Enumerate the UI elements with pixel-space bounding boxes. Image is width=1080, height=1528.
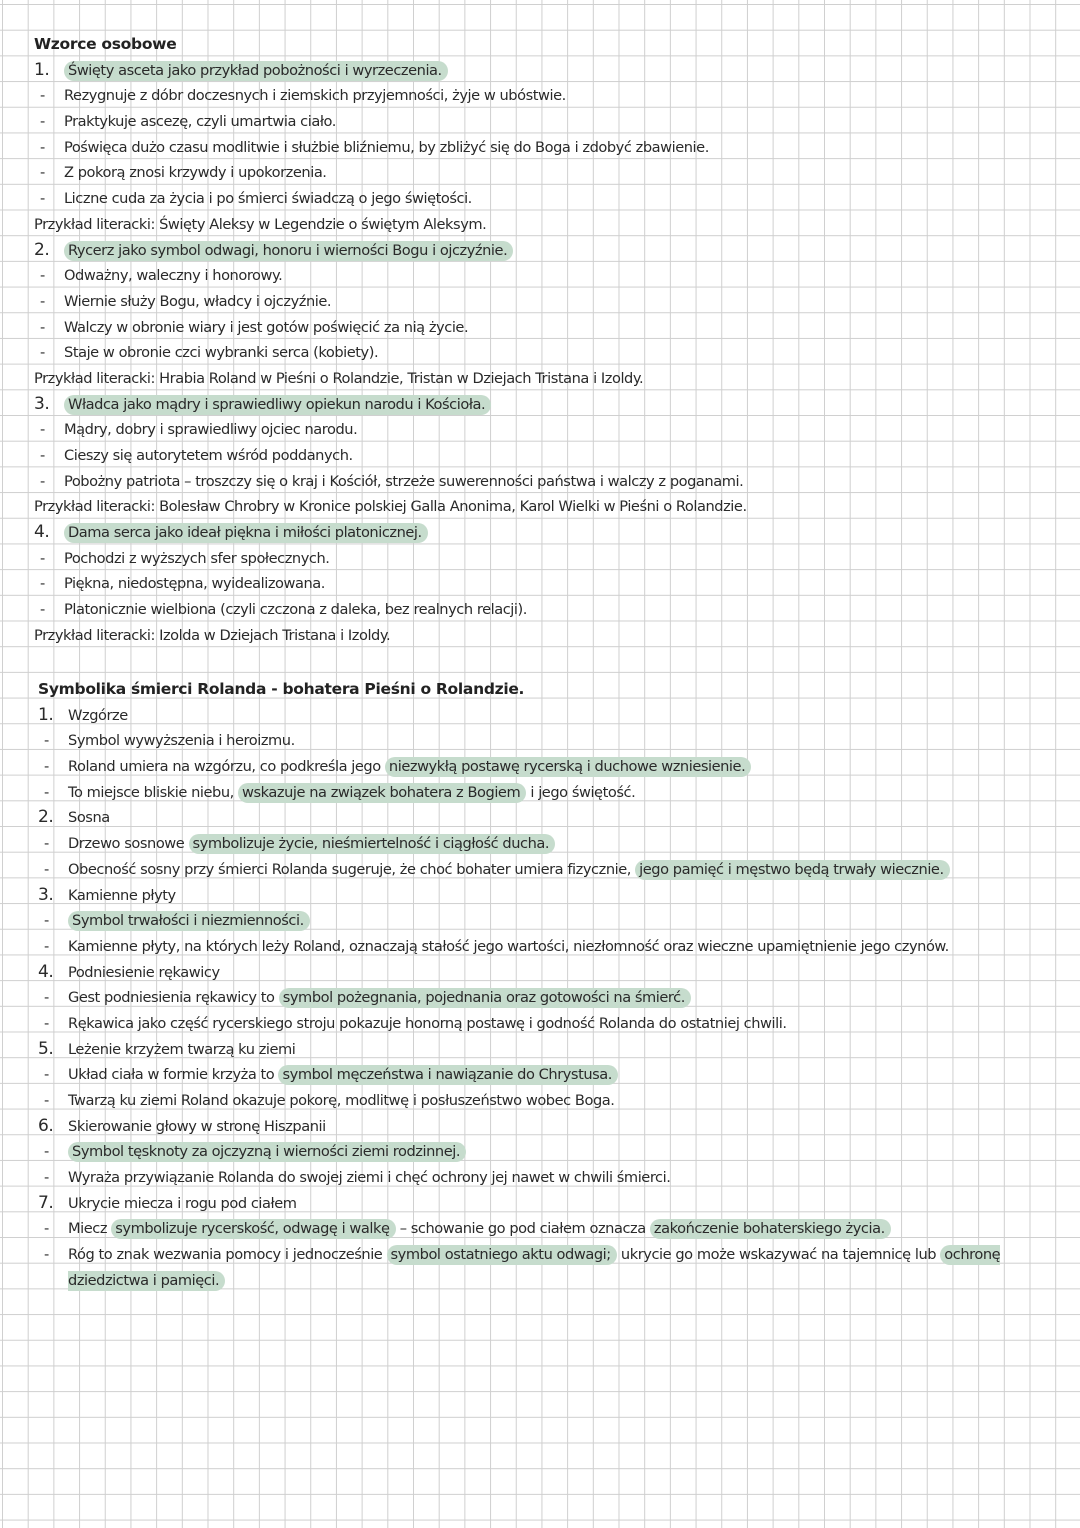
dash: - — [40, 113, 45, 131]
bullet-point: - Odważny, waleczny i honorowy. — [34, 263, 1064, 289]
highlight: symbol męczeństwa i nawiązanie do Chrystusa. — [278, 1065, 618, 1085]
list-item-heading — [34, 238, 1064, 264]
bullet-point: - Miecz symbolizuje rycerskość, odwagę i walkę – schowanie go pod ciałem oznacza zakończenie bohaterskiego życia. — [38, 1216, 1068, 1242]
bullet-point: - Symbol wywyższenia i heroizmu. — [38, 728, 1068, 754]
literary-example: Przykład literacki: Bolesław Chrobry w Kronice polskiej Galla Anonima, Karol Wielki w Pieśni o Rolandzie. — [34, 498, 747, 516]
dash: - — [40, 190, 45, 208]
item-title: Ukrycie miecza i rogu pod ciałem — [68, 1194, 297, 1212]
item-number: 4. — [34, 522, 50, 543]
bullet-point: - Pobożny patriota – troszczy się o kraj i Kościół, strzeże suwerenności państwa i walczy z poganami. — [34, 469, 1064, 495]
highlight: wskazuje na związek bohatera z Bogiem — [238, 783, 526, 803]
dash: - — [44, 860, 49, 878]
highlight: niezwykłą postawę rycerską i duchowe wzniesienie. — [385, 757, 751, 777]
highlight: jego pamięć i męstwo będą trwały wiecznie. — [635, 860, 950, 880]
item-number: 4. — [38, 961, 54, 982]
bullet-point: - Rezygnuje z dóbr doczesnych i ziemskich przyjemności, żyje w ubóstwie. — [34, 83, 1064, 109]
item-number: 1. — [38, 704, 54, 725]
bullet-point — [38, 908, 1068, 934]
item-title: Skierowanie głowy w stronę Hiszpanii — [68, 1117, 326, 1135]
bullet-point: - Obecność sosny przy śmierci Rolanda sugeruje, że choć bohater umiera fizycznie, jego pamięć i męstwo będą trwały wiecznie. — [38, 857, 1068, 883]
bullet-point: - Piękna, niedostępna, wyidealizowana. — [34, 571, 1064, 597]
list-item-heading — [38, 805, 1068, 831]
item-number: 3. — [34, 393, 50, 414]
dash: - — [44, 835, 49, 853]
highlight: ochronę dziedzictwa i pamięci. — [68, 1246, 1001, 1289]
section-title: Symbolika śmierci Rolanda - bohatera Pieśni o Rolandzie. — [38, 680, 525, 698]
highlight: Symbol trwałości i niezmienności. — [68, 911, 310, 931]
highlight: zakończenie bohaterskiego życia. — [650, 1219, 891, 1239]
item-number: 3. — [38, 884, 54, 905]
bullet-point: - Poświęca dużo czasu modlitwie i służbie bliźniemu, by zbliżyć się do Boga i zdobyć zbawienie. — [34, 135, 1064, 161]
dash: - — [44, 1092, 49, 1109]
section-wzorce-osobowe — [34, 32, 1064, 649]
item-title: Sosna — [68, 809, 110, 827]
dash: - — [44, 758, 49, 776]
bullet-point: - Kamienne płyty, na których leży Roland, oznaczają stałość jego wartości, niezłomność oraz wieczne upamiętnienie jego czynów. — [38, 934, 1068, 960]
highlight: symbolizuje życie, nieśmiertelność i ciągłość ducha. — [189, 834, 556, 854]
item-title: Dama serca jako ideał piękna i miłości platonicznej. — [64, 523, 428, 543]
list-item-heading — [38, 883, 1068, 909]
dash: - — [44, 912, 49, 930]
highlight: symbolizuje rycerskość, odwagę i walkę — [111, 1219, 395, 1239]
bullet-point: - Drzewo sosnowe symbolizuje życie, nieśmiertelność i ciągłość ducha. — [38, 831, 1068, 857]
list-item-heading — [38, 1191, 1068, 1217]
dash: - — [40, 267, 45, 285]
bullet-point: - Liczne cuda za życia i po śmierci świadczą o jego świętości. — [34, 186, 1064, 212]
dash: - — [44, 1014, 49, 1032]
dash: - — [40, 87, 45, 105]
dash: - — [44, 1220, 49, 1238]
item-title: Kamienne płyty — [68, 886, 176, 904]
bullet-point: - Twarzą ku ziemi Roland okazuje pokorę, modlitwę i posłuszeństwo wobec Boga. — [38, 1088, 1068, 1114]
item-number: 2. — [34, 239, 50, 260]
dash: - — [40, 344, 45, 362]
bullet-point: - Mądry, dobry i sprawiedliwy ojciec narodu. — [34, 417, 1064, 443]
list-item-heading — [38, 1114, 1068, 1140]
item-number: 7. — [38, 1192, 54, 1213]
list-item-heading — [38, 703, 1068, 729]
dash: - — [40, 318, 45, 336]
bullet-point: - Staje w obronie czci wybranki serca (kobiety). — [34, 340, 1064, 366]
bullet-point: - Rękawica jako część rycerskiego stroju pokazuje honorną postawę i godność Rolanda do ostatniej chwili. — [38, 1011, 1068, 1037]
bullet-point: - Wyraża przywiązanie Rolanda do swojej ziemi i chęć ochrony jej nawet w chwili śmierci. — [38, 1165, 1068, 1191]
bullet-point: - Roland umiera na wzgórzu, co podkreśla jego niezwykłą postawę rycerską i duchowe wzniesienie. — [38, 754, 1068, 780]
bullet-point: - Gest podniesienia rękawicy to symbol pożegnania, pojednania oraz gotowości na śmierć. — [38, 985, 1068, 1011]
dash: - — [40, 575, 45, 593]
dash: - — [44, 937, 49, 955]
list-item-heading — [34, 520, 1064, 546]
dash: - — [44, 783, 49, 801]
item-title: Rycerz jako symbol odwagi, honoru i wierności Bogu i ojczyźnie. — [64, 241, 513, 261]
dash: - — [40, 601, 45, 619]
bullet-point: - Praktykuje ascezę, czyli umartwia ciało. — [34, 109, 1064, 135]
item-number: 1. — [34, 59, 50, 80]
bullet-point: - Cieszy się autorytetem wśród poddanych. — [34, 443, 1064, 469]
list-item-heading — [38, 960, 1068, 986]
item-title: Leżenie krzyżem twarzą ku ziemi — [68, 1040, 296, 1058]
highlight: symbol ostatniego aktu odwagi; — [387, 1245, 617, 1265]
bullet-point: - Walczy w obronie wiary i jest gotów poświęcić za nią życie. — [34, 315, 1064, 341]
item-number: 2. — [38, 807, 54, 828]
dash: - — [40, 292, 45, 310]
dash: - — [44, 1169, 49, 1187]
dash: - — [40, 447, 45, 464]
bullet-point: - Wiernie służy Bogu, władcy i ojczyźnie. — [34, 289, 1064, 315]
bullet-point: - To miejsce bliskie niebu, wskazuje na związek bohatera z Bogiem i jego świętość. — [38, 780, 1068, 806]
list-item-heading — [38, 1037, 1068, 1063]
dash: - — [44, 1066, 49, 1084]
literary-example: Przykład literacki: Izolda w Dziejach Tristana i Izoldy. — [34, 626, 391, 644]
dash: - — [44, 1246, 49, 1264]
bullet-point: - Układ ciała w formie krzyża to symbol męczeństwa i nawiązanie do Chrystusa. — [38, 1062, 1068, 1088]
literary-example: Przykład literacki: Hrabia Roland w Pieśni o Rolandzie, Tristan w Dziejach Tristana i Izoldy. — [34, 369, 644, 387]
dash: - — [40, 549, 45, 567]
item-title: Wzgórze — [68, 706, 128, 724]
highlight: Symbol tęsknoty za ojczyzną i wierności ziemi rodzinnej. — [68, 1142, 466, 1162]
dash: - — [40, 164, 45, 182]
bullet-point: - Platonicznie wielbiona (czyli czczona z daleka, bez realnych relacji). — [34, 597, 1064, 623]
list-item-heading — [34, 392, 1064, 418]
dash: - — [44, 989, 49, 1007]
item-title: Władca jako mądry i sprawiedliwy opiekun narodu i Kościoła. — [64, 395, 491, 415]
dash: - — [40, 421, 45, 439]
literary-example: Przykład literacki: Święty Aleksy w Legendzie o świętym Aleksym. — [34, 215, 487, 233]
bullet-point: - Róg to znak wezwania pomocy i jednocześnie symbol ostatniego aktu odwagi; ukrycie go może wskazywać na tajemnicę lub ochronę dziedzictwa i pamięci. — [38, 1242, 1068, 1293]
list-item-heading — [34, 58, 1064, 84]
dash: - — [44, 732, 49, 750]
item-number: 5. — [38, 1038, 54, 1059]
bullet-point — [38, 1139, 1068, 1165]
bullet-point: - Z pokorą znosi krzywdy i upokorzenia. — [34, 160, 1064, 186]
dash: - — [40, 472, 45, 490]
dash: - — [40, 138, 45, 156]
item-title: Święty asceta jako przykład pobożności i wyrzeczenia. — [64, 61, 448, 81]
bullet-point: - Pochodzi z wyższych sfer społecznych. — [34, 546, 1064, 572]
section-symbolika — [38, 677, 1068, 1294]
highlight: symbol pożegnania, pojednania oraz gotowości na śmierć. — [279, 988, 691, 1008]
item-title: Podniesienie rękawicy — [68, 963, 220, 981]
dash: - — [44, 1143, 49, 1161]
item-number: 6. — [38, 1115, 54, 1136]
section-title: Wzorce osobowe — [34, 35, 177, 53]
